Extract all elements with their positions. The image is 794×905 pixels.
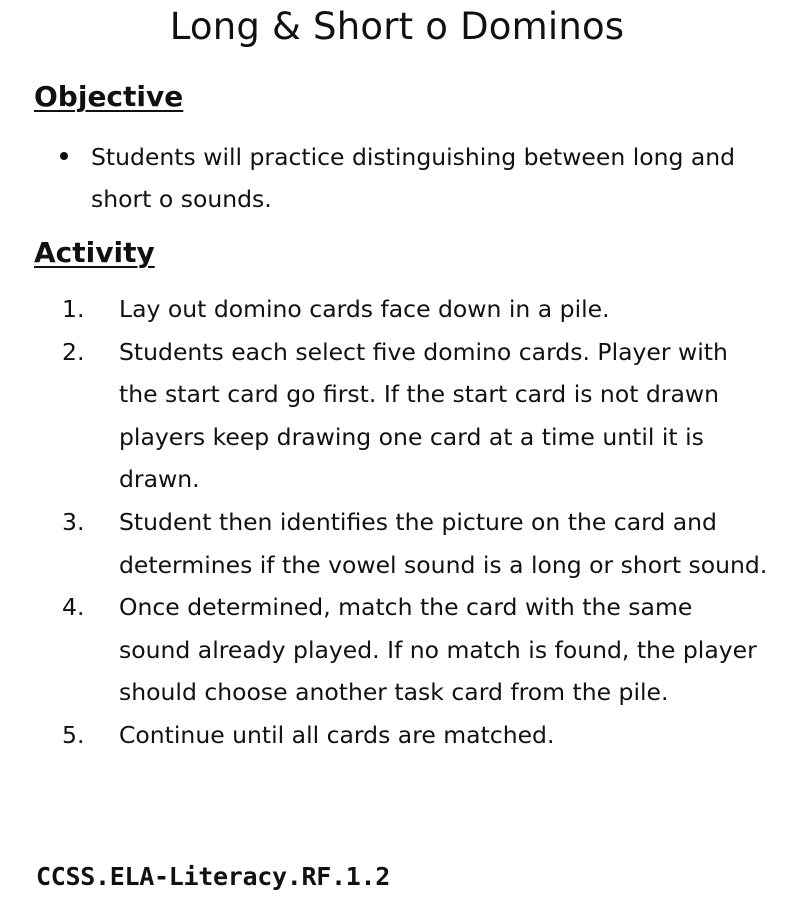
step-number: 5. <box>62 720 85 749</box>
activity-step <box>62 714 768 757</box>
activity-step <box>62 331 768 501</box>
step-number: 3. <box>62 507 85 536</box>
ccss-standard-code: CCSS.ELA-Literacy.RF.1.2 <box>36 862 391 891</box>
step-number: 4. <box>62 593 85 622</box>
activity-heading: Activity <box>34 236 155 269</box>
bullet-dot-icon <box>60 152 68 160</box>
objective-list <box>58 136 758 220</box>
objective-bullet-text: Students will practice distinguishing between long and short o sounds. <box>91 143 736 213</box>
step-text: Student then identifies the picture on the card and determines if the vowel sound is a long or short sound. <box>119 507 768 579</box>
step-number: 1. <box>62 295 85 323</box>
objective-heading: Objective <box>34 80 184 113</box>
step-number: 2. <box>62 337 85 366</box>
step-text: Lay out domino cards face down in a pile. <box>119 295 610 323</box>
activity-step <box>62 586 768 714</box>
page-title: Long & Short o Dominos <box>169 5 625 48</box>
step-text: Students each select five domino cards. Player with the start card go first. If the start card is not drawn players keep drawing one card at a time until it is drawn. <box>119 337 728 494</box>
activity-steps-list <box>62 288 768 757</box>
step-text: Once determined, match the card with the same sound already played. If no match is found, the player should choose another task card from the pile. <box>119 593 757 707</box>
step-text: Continue until all cards are matched. <box>119 720 555 749</box>
activity-step <box>62 501 768 586</box>
objective-bullet-item <box>58 136 758 220</box>
activity-step <box>62 288 768 331</box>
